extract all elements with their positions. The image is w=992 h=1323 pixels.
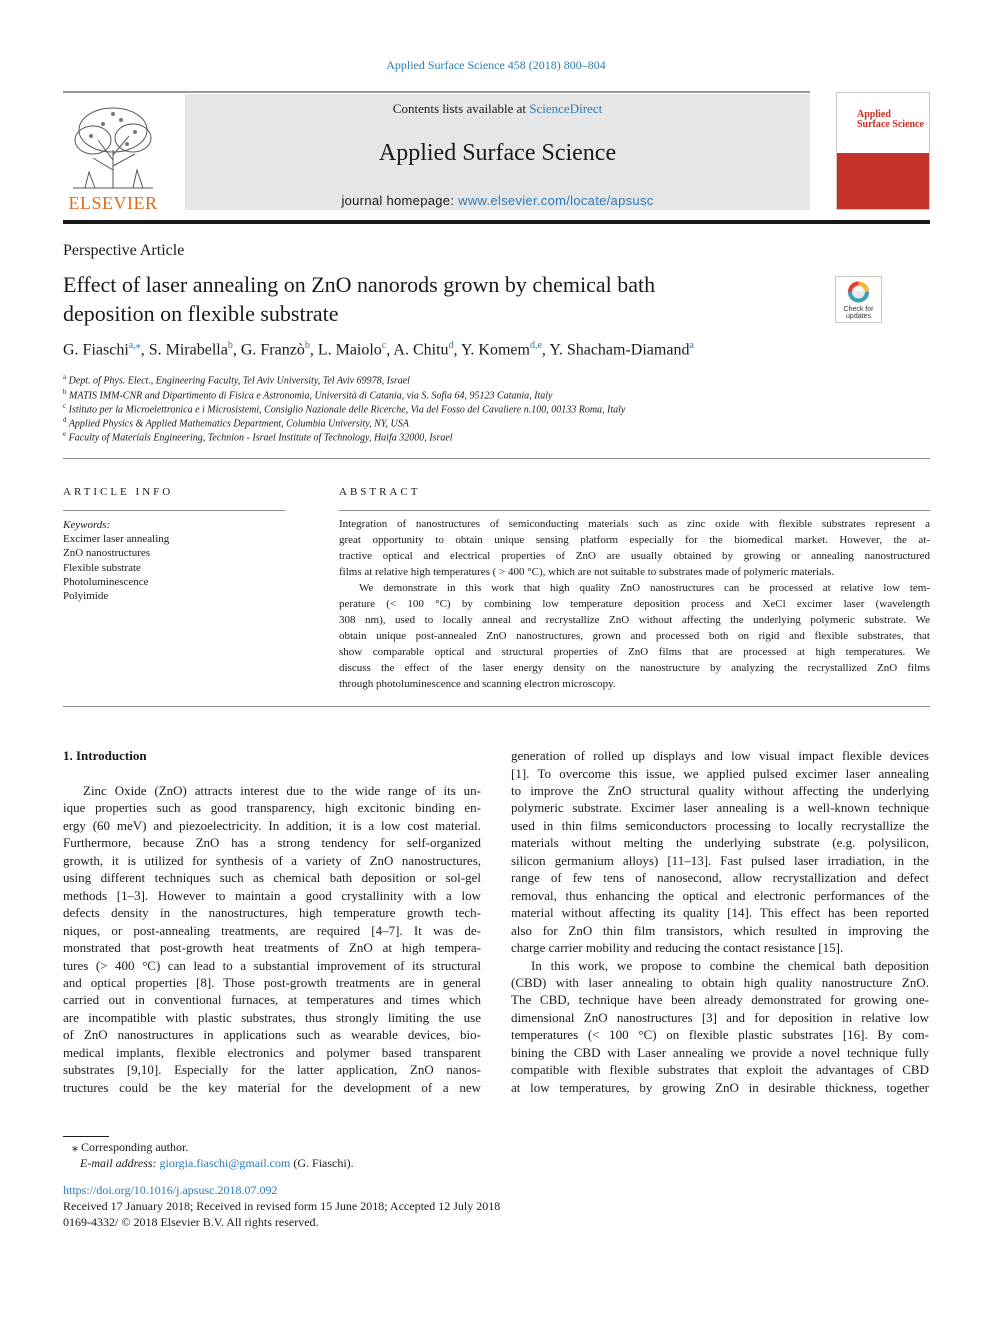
author-sep: , bbox=[541, 341, 550, 359]
body-line: temperatures (< 100 °C) on flexible plastic substrates [16]. By com- bbox=[511, 1027, 929, 1042]
abstract-line: perature (< 100 °C) by combining low temperature deposition process and XeCl excimer laser (wavelength bbox=[339, 598, 930, 610]
body-line: dimensional ZnO nanostructures [3] and for deposition in relative low bbox=[511, 1010, 929, 1025]
email-suffix: (G. Fiaschi). bbox=[290, 1156, 354, 1170]
author-name[interactable]: G. Franzò bbox=[240, 341, 305, 359]
doi-link[interactable]: https://doi.org/10.1016/j.apsusc.2018.07.092 bbox=[63, 1183, 278, 1197]
body-line: Zinc Oxide (ZnO) attracts interest due to the wide range of its un- bbox=[83, 783, 481, 798]
body-line: range of few tens of nanosecond, allow recrystallization and defect bbox=[511, 870, 929, 885]
keywords-label: Keywords: bbox=[63, 519, 111, 531]
sciencedirect-link[interactable]: ScienceDirect bbox=[529, 101, 603, 116]
abstract-line: show comparable optical and structural properties of ZnO films that are processed at high temperatures. We bbox=[339, 646, 930, 658]
abstract-line: tractive optical and electrical properties of ZnO are usually obtained by growing or annealing nanostructured bbox=[339, 550, 930, 562]
elsevier-wordmark: ELSEVIER bbox=[68, 193, 158, 213]
author-name[interactable]: S. Mirabella bbox=[148, 341, 228, 359]
author-affil-sup[interactable]: a,⁎ bbox=[128, 340, 141, 351]
journal-title: Applied Surface Science bbox=[378, 140, 617, 166]
body-line: ergy (60 meV) and piezoelectricity. In addition, it is a low cost material. bbox=[63, 818, 481, 833]
body-line: methods [1–3]. However to maintain a good crystallinity with a low bbox=[63, 888, 481, 903]
body-line: monstrated that post-growth heat treatments of ZnO at high tempera- bbox=[63, 940, 481, 955]
body-line: materials without melting the underlying substrate (e.g. polysilicon, bbox=[511, 835, 929, 850]
affiliation-sup: e bbox=[63, 430, 67, 438]
email-link[interactable]: giorgia.fiaschi@gmail.com bbox=[159, 1156, 291, 1170]
body-line: compatible with flexible substrates that exploit the advantages of CBD bbox=[511, 1062, 929, 1077]
author-list bbox=[63, 340, 694, 359]
homepage-prefix: journal homepage: bbox=[341, 193, 459, 208]
abstract-line: discuss the effect of the laser energy density on the nanostructure by analyzing the recrystallized ZnO films bbox=[339, 662, 930, 674]
email-note bbox=[80, 1156, 354, 1171]
cover-title-line-2: Surface Science bbox=[857, 119, 924, 130]
author-name[interactable]: G. Fiaschi bbox=[63, 341, 129, 359]
journal-homepage-line bbox=[185, 193, 810, 208]
cover-title-line-1: Applied bbox=[857, 109, 891, 120]
body-line: Furthermore, because ZnO has a strong tendency for self-organized bbox=[63, 835, 481, 850]
body-line: at low temperatures, by growing ZnO in desirable thickness, together bbox=[511, 1080, 929, 1095]
keyword: Flexible substrate bbox=[63, 562, 141, 574]
article-info-heading: ARTICLE INFO bbox=[63, 486, 174, 498]
footnote-rule bbox=[63, 1136, 109, 1137]
body-line: bining the CBD with Laser annealing we provide a novel technique fully bbox=[511, 1045, 929, 1060]
contents-lists-line bbox=[185, 101, 810, 117]
body-line: using different techniques such as chemical bath deposition or sol-gel bbox=[63, 870, 481, 885]
corresponding-author-note: ⁎ Corresponding author. bbox=[72, 1140, 189, 1154]
author-sep: , bbox=[232, 341, 241, 359]
divider bbox=[339, 510, 930, 511]
author-name[interactable]: Y. Shacham-Diamand bbox=[549, 341, 690, 359]
article-type: Perspective Article bbox=[63, 242, 185, 259]
body-line: [1]. To overcome this issue, we applied pulsed excimer laser annealing bbox=[511, 766, 929, 781]
affiliation-text: Dept. of Phys. Elect., Engineering Faculty, Tel Aviv University, Tel Aviv 69978, Israel bbox=[68, 375, 410, 387]
keyword: ZnO nanostructures bbox=[63, 547, 151, 559]
body-line: material without affecting its quality [14]. This effect has been reported bbox=[511, 905, 929, 920]
divider bbox=[63, 510, 285, 511]
body-line: and optical properties [8]. Those post-growth treatments are in general bbox=[63, 975, 481, 990]
affiliation-sup: c bbox=[63, 402, 67, 410]
affiliation-text: Faculty of Materials Engineering, Technion - Israel Institute of Technology, Haifa 32000, Israel bbox=[68, 432, 453, 444]
body-line: are incompatible with plastic substrates, thus strongly limiting the use bbox=[63, 1010, 481, 1025]
author-affil-sup[interactable]: a bbox=[689, 340, 694, 351]
author-affil-sup[interactable]: c bbox=[381, 340, 387, 351]
abstract-line: Integration of nanostructures of semiconducting materials such as zinc oxide with flexible substrates represent a bbox=[339, 518, 930, 530]
affiliation-text: Applied Physics & Applied Mathematics Department, Columbia University, NY, USA bbox=[68, 418, 409, 430]
author-sep: , bbox=[386, 341, 394, 359]
keyword: Photoluminescence bbox=[63, 576, 149, 588]
journal-cover-thumbnail bbox=[836, 92, 930, 210]
body-line: In this work, we propose to combine the chemical bath deposition bbox=[531, 958, 929, 973]
journal-citation-link[interactable]: Applied Surface Science 458 (2018) 800–804 bbox=[386, 58, 606, 72]
crossmark-icon bbox=[836, 277, 881, 307]
email-label: E-mail address: bbox=[80, 1156, 160, 1170]
abstract-line: We demonstrate in this work that high quality ZnO nanostructures can be processed at relative low tem- bbox=[359, 582, 930, 594]
article-title-line-1: Effect of laser annealing on ZnO nanorods grown by chemical bath bbox=[63, 272, 656, 297]
header-thick-rule bbox=[63, 220, 930, 224]
affiliation-sup: d bbox=[63, 416, 67, 424]
body-line: substrates [9,10]. Especially for the latter application, ZnO nanos- bbox=[63, 1062, 481, 1077]
body-line: silicon germanium alloys) [11–13]. Fast pulsed laser irradiation, in the bbox=[511, 853, 929, 868]
homepage-link[interactable]: www.elsevier.com/locate/apsusc bbox=[458, 193, 654, 208]
body-line: tures (> 400 °C) can lead to a substantial improvement of its structural bbox=[63, 958, 481, 973]
affiliation bbox=[63, 402, 625, 415]
body-line: also for ZnO thin film transistors, which resulted in improving the bbox=[511, 923, 929, 938]
divider bbox=[63, 458, 930, 459]
author-sep: , bbox=[140, 341, 149, 359]
body-line: removal, thus enhancing the optical and electronic performances of the bbox=[511, 888, 929, 903]
body-line: carried out in conventional furnaces, at temperatures and times which bbox=[63, 992, 481, 1007]
affiliation-sup: a bbox=[63, 373, 67, 381]
crossmark-caption bbox=[836, 306, 881, 320]
affiliation bbox=[63, 416, 409, 429]
affiliation-sup: b bbox=[63, 388, 67, 396]
cover-title bbox=[857, 110, 924, 130]
body-line: growth, it is utilized for synthesis of a variety of ZnO nanostructures, bbox=[63, 853, 481, 868]
body-line: to improve the ZnO structural quality without affecting the underlying bbox=[511, 783, 929, 798]
check-for-updates-badge[interactable] bbox=[835, 276, 882, 323]
affiliation-text: Istituto per la Microelettronica e i Microsistemi, Consiglio Nazionale delle Ricerche, Via del Fosso del Cavaliere n.100, 00133 Roma, Italy bbox=[68, 404, 626, 416]
author-affil-sup[interactable]: b bbox=[227, 340, 233, 351]
affiliation bbox=[63, 373, 410, 386]
abstract-line: great opportunity to obtain unique sensing platform especially for the biomedical market. However, the at- bbox=[339, 534, 930, 546]
author-sep: , bbox=[309, 341, 318, 359]
crossmark-label-2: updates bbox=[846, 313, 871, 320]
abstract-heading: ABSTRACT bbox=[339, 486, 421, 498]
elsevier-tree-icon bbox=[63, 100, 163, 192]
affiliation bbox=[63, 388, 553, 401]
body-line: charge carrier mobility and reducing the contact resistance [15]. bbox=[511, 940, 844, 955]
author-name[interactable]: Y. Komem bbox=[460, 341, 530, 359]
crossmark-label-1: Check for bbox=[843, 306, 874, 313]
author-affil-sup[interactable]: d,e bbox=[529, 340, 542, 351]
introduction-heading: 1. Introduction bbox=[63, 748, 147, 763]
keyword: Polyimide bbox=[63, 590, 109, 602]
author-sep: , bbox=[453, 341, 461, 359]
body-line: (CBD) with laser annealing to obtain high quality nanostructure ZnO. bbox=[511, 975, 929, 990]
body-line: ique properties such as good transparency, high excitonic binding en- bbox=[63, 800, 481, 815]
body-line: polymeric substrate. Excimer laser annealing is a well-known technique bbox=[511, 800, 929, 815]
masthead-top-rule bbox=[63, 91, 810, 93]
cover-red-band bbox=[837, 153, 929, 210]
body-line: niques, or post-annealing treatments, are required [4–7]. It was de- bbox=[63, 923, 481, 938]
body-line: generation of rolled up displays and low visual impact flexible devices bbox=[511, 748, 929, 763]
divider bbox=[63, 706, 930, 707]
author-affil-sup[interactable]: b bbox=[304, 340, 310, 351]
received-dates: Received 17 January 2018; Received in revised form 15 June 2018; Accepted 12 July 2018 bbox=[63, 1199, 501, 1213]
affiliation bbox=[63, 430, 453, 443]
body-line: medical implants, flexible electronics and polymer based transparent bbox=[63, 1045, 481, 1060]
keyword: Excimer laser annealing bbox=[63, 533, 170, 545]
article-title-line-2: deposition on flexible substrate bbox=[63, 301, 339, 326]
author-affil-sup[interactable]: d bbox=[448, 340, 454, 351]
body-line: of ZnO nanostructures in applications such as wearable devices, bio- bbox=[63, 1027, 481, 1042]
abstract-line: obtain unique post-annealed ZnO nanostructures, grown and processed both on rigid and flexible substrates, that bbox=[339, 630, 930, 642]
copyright-line: 0169-4332/ © 2018 Elsevier B.V. All rights reserved. bbox=[63, 1215, 319, 1229]
author-name[interactable]: A. Chitu bbox=[393, 341, 449, 359]
contents-prefix: Contents lists available at bbox=[392, 101, 530, 116]
abstract-line: films at relative high temperatures ( > 400 °C), which are not suitable to substrates made of polymeric materials. bbox=[339, 566, 835, 578]
body-line: used in thin films semiconductors processing to locally recrystallize the bbox=[511, 818, 929, 833]
affiliation-text: MATIS IMM-CNR and Dipartimento di Fisica e Astronomia, Università di Catania, via S. Sofia 64, 95123 Catania, Italy bbox=[69, 390, 553, 402]
body-line: The CBD, technique have been already demonstrated for growing one- bbox=[511, 992, 929, 1007]
body-line: tructures could be the key material for the development of a new bbox=[63, 1080, 481, 1095]
abstract-line: through photoluminescence and scanning electron microscopy. bbox=[339, 678, 616, 690]
author-name[interactable]: L. Maiolo bbox=[317, 341, 382, 359]
abstract-line: 308 nm), used to locally anneal and recrystallize ZnO without affecting the underlying polymeric substrate. We bbox=[339, 614, 930, 626]
body-line: defects density in the nanostructures, high temperature growth tech- bbox=[63, 905, 481, 920]
